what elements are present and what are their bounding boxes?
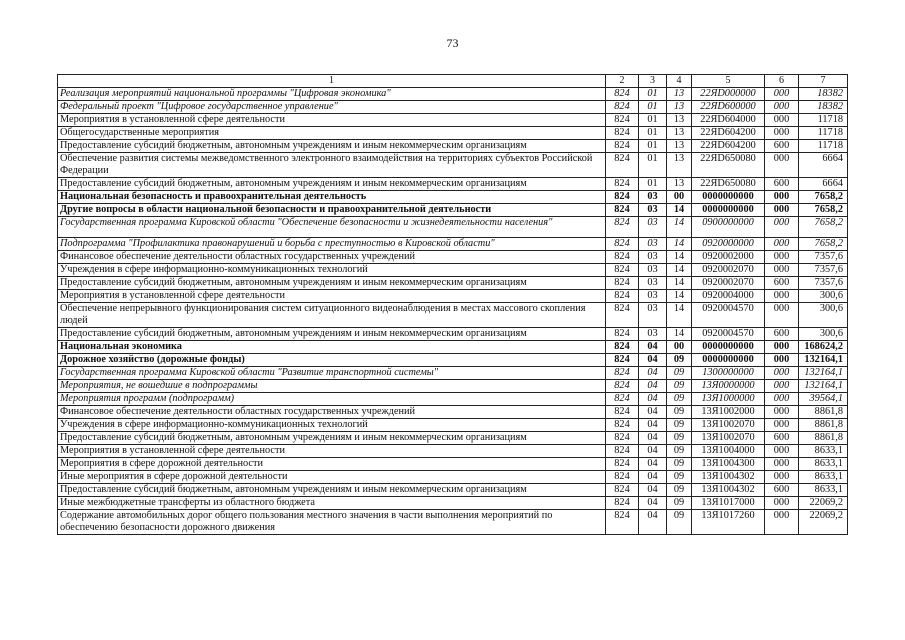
cell-ministry: 824 bbox=[606, 204, 639, 217]
cell-name: Мероприятия, не вошедшие в подпрограммы bbox=[58, 380, 606, 393]
cell-name: Государственная программа Кировской области "Развитие транспортной системы" bbox=[58, 367, 606, 380]
header-cell-expense-type: 6 bbox=[765, 75, 799, 88]
cell-target-article: 0000000000 bbox=[692, 341, 765, 354]
cell-amount: 18382 bbox=[799, 88, 848, 101]
cell-subsection: 14 bbox=[667, 238, 692, 251]
cell-subsection: 09 bbox=[667, 484, 692, 497]
cell-amount: 300,6 bbox=[799, 290, 848, 303]
cell-name: Федеральный проект "Цифровое государственное управление" bbox=[58, 101, 606, 114]
cell-amount: 7658,2 bbox=[799, 204, 848, 217]
cell-section: 04 bbox=[639, 458, 667, 471]
cell-target-article: 0000000000 bbox=[692, 191, 765, 204]
cell-name: Другие вопросы в области национальной безопасности и правоохранительной деятельности bbox=[58, 204, 606, 217]
cell-target-article: 22ЯD650080 bbox=[692, 153, 765, 178]
cell-name: Содержание автомобильных дорог общего пользования местного значения в части выполнения мероприятий по обеспечению безопасности дорожного движения bbox=[58, 510, 606, 535]
cell-ministry: 824 bbox=[606, 303, 639, 328]
cell-name: Предоставление субсидий бюджетным, автономным учреждениям и иным некоммерческим организациям bbox=[58, 328, 606, 341]
cell-target-article: 0920002070 bbox=[692, 277, 765, 290]
table-row bbox=[58, 406, 848, 419]
cell-expense-type: 000 bbox=[765, 238, 799, 251]
cell-expense-type: 600 bbox=[765, 328, 799, 341]
cell-ministry: 824 bbox=[606, 140, 639, 153]
cell-ministry: 824 bbox=[606, 178, 639, 191]
cell-target-article: 13Я1002070 bbox=[692, 419, 765, 432]
cell-expense-type: 000 bbox=[765, 367, 799, 380]
cell-ministry: 824 bbox=[606, 380, 639, 393]
cell-subsection: 13 bbox=[667, 88, 692, 101]
cell-name: Мероприятия в установленной сфере деятельности bbox=[58, 114, 606, 127]
cell-amount: 6664 bbox=[799, 178, 848, 191]
cell-name: Иные межбюджетные трансферты из областного бюджета bbox=[58, 497, 606, 510]
cell-target-article: 22ЯD604200 bbox=[692, 127, 765, 140]
cell-ministry: 824 bbox=[606, 432, 639, 445]
cell-name: Предоставление субсидий бюджетным, автономным учреждениям и иным некоммерческим организациям bbox=[58, 277, 606, 290]
table-row bbox=[58, 178, 848, 191]
cell-amount: 7658,2 bbox=[799, 238, 848, 251]
cell-expense-type: 000 bbox=[765, 497, 799, 510]
cell-name: Учреждения в сфере информационно-коммуникационных технологий bbox=[58, 264, 606, 277]
cell-section: 03 bbox=[639, 290, 667, 303]
cell-expense-type: 600 bbox=[765, 484, 799, 497]
cell-target-article: 13Я1004302 bbox=[692, 484, 765, 497]
table-row bbox=[58, 328, 848, 341]
cell-ministry: 824 bbox=[606, 114, 639, 127]
cell-target-article: 13Я1004302 bbox=[692, 471, 765, 484]
table-row bbox=[58, 354, 848, 367]
cell-name: Реализация мероприятий национальной программы "Цифровая экономика" bbox=[58, 88, 606, 101]
cell-name: Подпрограмма "Профилактика правонарушений и борьба с преступностью в Кировской области" bbox=[58, 238, 606, 251]
cell-section: 04 bbox=[639, 354, 667, 367]
cell-section: 03 bbox=[639, 264, 667, 277]
cell-expense-type: 600 bbox=[765, 277, 799, 290]
cell-target-article: 0920002070 bbox=[692, 264, 765, 277]
table-row bbox=[58, 393, 848, 406]
cell-section: 04 bbox=[639, 367, 667, 380]
cell-expense-type: 600 bbox=[765, 432, 799, 445]
cell-amount: 7357,6 bbox=[799, 277, 848, 290]
cell-name: Мероприятия в сфере дорожной деятельности bbox=[58, 458, 606, 471]
cell-section: 04 bbox=[639, 432, 667, 445]
cell-amount: 8633,1 bbox=[799, 484, 848, 497]
header-cell-target-article: 5 bbox=[692, 75, 765, 88]
cell-expense-type: 000 bbox=[765, 217, 799, 238]
cell-ministry: 824 bbox=[606, 191, 639, 204]
cell-expense-type: 000 bbox=[765, 290, 799, 303]
cell-subsection: 09 bbox=[667, 367, 692, 380]
cell-name: Финансовое обеспечение деятельности областных государственных учреждений bbox=[58, 406, 606, 419]
table-row bbox=[58, 497, 848, 510]
cell-ministry: 824 bbox=[606, 497, 639, 510]
table-row bbox=[58, 341, 848, 354]
cell-expense-type: 600 bbox=[765, 140, 799, 153]
cell-section: 03 bbox=[639, 204, 667, 217]
cell-ministry: 824 bbox=[606, 406, 639, 419]
cell-expense-type: 600 bbox=[765, 178, 799, 191]
cell-expense-type: 000 bbox=[765, 510, 799, 535]
cell-amount: 8633,1 bbox=[799, 471, 848, 484]
cell-name: Мероприятия в установленной сфере деятельности bbox=[58, 290, 606, 303]
cell-expense-type: 000 bbox=[765, 341, 799, 354]
cell-expense-type: 000 bbox=[765, 445, 799, 458]
cell-name: Мероприятия программ (подпрограмм) bbox=[58, 393, 606, 406]
cell-amount: 11718 bbox=[799, 114, 848, 127]
cell-expense-type: 000 bbox=[765, 264, 799, 277]
header-cell-section: 3 bbox=[639, 75, 667, 88]
cell-ministry: 824 bbox=[606, 251, 639, 264]
table-row bbox=[58, 458, 848, 471]
cell-ministry: 824 bbox=[606, 290, 639, 303]
cell-section: 01 bbox=[639, 114, 667, 127]
cell-subsection: 09 bbox=[667, 445, 692, 458]
cell-section: 04 bbox=[639, 406, 667, 419]
cell-section: 04 bbox=[639, 341, 667, 354]
cell-ministry: 824 bbox=[606, 367, 639, 380]
cell-ministry: 824 bbox=[606, 264, 639, 277]
cell-subsection: 09 bbox=[667, 419, 692, 432]
cell-subsection: 14 bbox=[667, 328, 692, 341]
cell-name: Иные мероприятия в сфере дорожной деятельности bbox=[58, 471, 606, 484]
cell-ministry: 824 bbox=[606, 484, 639, 497]
cell-amount: 168624,2 bbox=[799, 341, 848, 354]
table-row bbox=[58, 367, 848, 380]
cell-section: 03 bbox=[639, 238, 667, 251]
cell-amount: 7357,6 bbox=[799, 264, 848, 277]
cell-ministry: 824 bbox=[606, 88, 639, 101]
cell-section: 04 bbox=[639, 380, 667, 393]
cell-name: Дорожное хозяйство (дорожные фонды) bbox=[58, 354, 606, 367]
cell-ministry: 824 bbox=[606, 458, 639, 471]
cell-amount: 7658,2 bbox=[799, 217, 848, 238]
cell-target-article: 0920002000 bbox=[692, 251, 765, 264]
cell-amount: 8861,8 bbox=[799, 432, 848, 445]
cell-ministry: 824 bbox=[606, 101, 639, 114]
table-row bbox=[58, 432, 848, 445]
cell-name: Национальная экономика bbox=[58, 341, 606, 354]
table-row bbox=[58, 191, 848, 204]
cell-expense-type: 000 bbox=[765, 393, 799, 406]
cell-subsection: 13 bbox=[667, 153, 692, 178]
cell-section: 03 bbox=[639, 191, 667, 204]
cell-section: 03 bbox=[639, 303, 667, 328]
cell-amount: 8633,1 bbox=[799, 445, 848, 458]
cell-amount: 39564,1 bbox=[799, 393, 848, 406]
cell-name: Предоставление субсидий бюджетным, автономным учреждениям и иным некоммерческим организациям bbox=[58, 432, 606, 445]
cell-expense-type: 000 bbox=[765, 354, 799, 367]
page-number: 73 bbox=[446, 36, 459, 50]
cell-subsection: 09 bbox=[667, 406, 692, 419]
cell-section: 04 bbox=[639, 393, 667, 406]
cell-subsection: 09 bbox=[667, 471, 692, 484]
cell-section: 03 bbox=[639, 251, 667, 264]
table-row bbox=[58, 101, 848, 114]
cell-subsection: 00 bbox=[667, 191, 692, 204]
table-row bbox=[58, 114, 848, 127]
cell-expense-type: 000 bbox=[765, 153, 799, 178]
cell-subsection: 09 bbox=[667, 354, 692, 367]
cell-amount: 7658,2 bbox=[799, 191, 848, 204]
cell-amount: 11718 bbox=[799, 140, 848, 153]
table-row bbox=[58, 484, 848, 497]
cell-subsection: 13 bbox=[667, 140, 692, 153]
cell-subsection: 00 bbox=[667, 341, 692, 354]
table-row bbox=[58, 88, 848, 101]
cell-amount: 11718 bbox=[799, 127, 848, 140]
cell-amount: 132164,1 bbox=[799, 354, 848, 367]
cell-expense-type: 000 bbox=[765, 380, 799, 393]
cell-ministry: 824 bbox=[606, 127, 639, 140]
header-cell-ministry: 2 bbox=[606, 75, 639, 88]
cell-subsection: 14 bbox=[667, 290, 692, 303]
header-cell-subsection: 4 bbox=[667, 75, 692, 88]
cell-subsection: 13 bbox=[667, 101, 692, 114]
cell-name: Предоставление субсидий бюджетным, автономным учреждениям и иным некоммерческим организациям bbox=[58, 140, 606, 153]
cell-section: 01 bbox=[639, 178, 667, 191]
cell-ministry: 824 bbox=[606, 238, 639, 251]
cell-expense-type: 000 bbox=[765, 251, 799, 264]
cell-target-article: 13Я1017000 bbox=[692, 497, 765, 510]
cell-target-article: 22ЯD650080 bbox=[692, 178, 765, 191]
cell-ministry: 824 bbox=[606, 153, 639, 178]
table-row bbox=[58, 153, 848, 178]
table-row bbox=[58, 238, 848, 251]
cell-expense-type: 000 bbox=[765, 458, 799, 471]
cell-target-article: 22ЯD000000 bbox=[692, 88, 765, 101]
cell-amount: 300,6 bbox=[799, 328, 848, 341]
cell-ministry: 824 bbox=[606, 217, 639, 238]
cell-subsection: 13 bbox=[667, 178, 692, 191]
cell-amount: 300,6 bbox=[799, 303, 848, 328]
cell-ministry: 824 bbox=[606, 277, 639, 290]
cell-subsection: 13 bbox=[667, 114, 692, 127]
cell-ministry: 824 bbox=[606, 510, 639, 535]
cell-amount: 18382 bbox=[799, 101, 848, 114]
cell-ministry: 824 bbox=[606, 341, 639, 354]
cell-expense-type: 000 bbox=[765, 114, 799, 127]
cell-subsection: 09 bbox=[667, 380, 692, 393]
table-row bbox=[58, 217, 848, 238]
cell-target-article: 13Я1002070 bbox=[692, 432, 765, 445]
table-row bbox=[58, 127, 848, 140]
cell-section: 04 bbox=[639, 445, 667, 458]
cell-subsection: 14 bbox=[667, 251, 692, 264]
cell-target-article: 13Я1004300 bbox=[692, 458, 765, 471]
cell-section: 04 bbox=[639, 497, 667, 510]
cell-subsection: 14 bbox=[667, 264, 692, 277]
cell-expense-type: 000 bbox=[765, 101, 799, 114]
cell-section: 01 bbox=[639, 101, 667, 114]
cell-section: 04 bbox=[639, 471, 667, 484]
cell-amount: 22069,2 bbox=[799, 497, 848, 510]
cell-ministry: 824 bbox=[606, 354, 639, 367]
cell-name: Предоставление субсидий бюджетным, автономным учреждениям и иным некоммерческим организациям bbox=[58, 484, 606, 497]
header-cell-amount: 7 bbox=[799, 75, 848, 88]
cell-amount: 132164,1 bbox=[799, 367, 848, 380]
cell-expense-type: 000 bbox=[765, 419, 799, 432]
header-row bbox=[58, 75, 848, 88]
cell-target-article: 13Я1017260 bbox=[692, 510, 765, 535]
cell-amount: 8633,1 bbox=[799, 458, 848, 471]
header-cell-name: 1 bbox=[58, 75, 606, 88]
cell-section: 01 bbox=[639, 140, 667, 153]
cell-target-article: 1300000000 bbox=[692, 367, 765, 380]
cell-ministry: 824 bbox=[606, 471, 639, 484]
cell-section: 03 bbox=[639, 217, 667, 238]
table-body bbox=[58, 88, 848, 535]
table-row bbox=[58, 264, 848, 277]
cell-expense-type: 000 bbox=[765, 191, 799, 204]
cell-target-article: 0000000000 bbox=[692, 204, 765, 217]
table-row bbox=[58, 140, 848, 153]
cell-target-article: 13Я0000000 bbox=[692, 380, 765, 393]
cell-expense-type: 000 bbox=[765, 471, 799, 484]
cell-expense-type: 000 bbox=[765, 303, 799, 328]
cell-target-article: 0000000000 bbox=[692, 354, 765, 367]
cell-section: 04 bbox=[639, 510, 667, 535]
cell-subsection: 09 bbox=[667, 497, 692, 510]
table-row bbox=[58, 251, 848, 264]
cell-name: Учреждения в сфере информационно-коммуникационных технологий bbox=[58, 419, 606, 432]
budget-table bbox=[57, 74, 848, 535]
cell-section: 03 bbox=[639, 328, 667, 341]
cell-ministry: 824 bbox=[606, 328, 639, 341]
cell-name: Обеспечение непрерывного функционирования систем ситуационного видеонаблюдения в местах массового скопления людей bbox=[58, 303, 606, 328]
cell-subsection: 09 bbox=[667, 458, 692, 471]
cell-subsection: 14 bbox=[667, 217, 692, 238]
cell-name: Мероприятия в установленной сфере деятельности bbox=[58, 445, 606, 458]
cell-section: 04 bbox=[639, 484, 667, 497]
cell-target-article: 22ЯD604200 bbox=[692, 140, 765, 153]
table-row bbox=[58, 277, 848, 290]
table-row bbox=[58, 471, 848, 484]
cell-amount: 7357,6 bbox=[799, 251, 848, 264]
cell-subsection: 13 bbox=[667, 127, 692, 140]
cell-expense-type: 000 bbox=[765, 127, 799, 140]
cell-name: Финансовое обеспечение деятельности областных государственных учреждений bbox=[58, 251, 606, 264]
cell-target-article: 0900000000 bbox=[692, 217, 765, 238]
cell-amount: 6664 bbox=[799, 153, 848, 178]
table-row bbox=[58, 445, 848, 458]
table-row bbox=[58, 303, 848, 328]
cell-subsection: 14 bbox=[667, 303, 692, 328]
cell-target-article: 22ЯD604000 bbox=[692, 114, 765, 127]
cell-expense-type: 000 bbox=[765, 406, 799, 419]
cell-name: Общегосударственные мероприятия bbox=[58, 127, 606, 140]
cell-section: 01 bbox=[639, 153, 667, 178]
cell-name: Национальная безопасность и правоохранительная деятельность bbox=[58, 191, 606, 204]
cell-subsection: 09 bbox=[667, 432, 692, 445]
cell-subsection: 09 bbox=[667, 393, 692, 406]
cell-ministry: 824 bbox=[606, 393, 639, 406]
cell-target-article: 13Я1004000 bbox=[692, 445, 765, 458]
cell-subsection: 14 bbox=[667, 277, 692, 290]
cell-amount: 8861,8 bbox=[799, 419, 848, 432]
cell-ministry: 824 bbox=[606, 419, 639, 432]
cell-target-article: 0920004570 bbox=[692, 328, 765, 341]
cell-expense-type: 000 bbox=[765, 88, 799, 101]
cell-amount: 132164,1 bbox=[799, 380, 848, 393]
cell-target-article: 0920000000 bbox=[692, 238, 765, 251]
cell-subsection: 09 bbox=[667, 510, 692, 535]
cell-section: 04 bbox=[639, 419, 667, 432]
cell-expense-type: 000 bbox=[765, 204, 799, 217]
cell-ministry: 824 bbox=[606, 445, 639, 458]
table-row bbox=[58, 510, 848, 535]
cell-amount: 8861,8 bbox=[799, 406, 848, 419]
table-row bbox=[58, 290, 848, 303]
cell-target-article: 13Я1000000 bbox=[692, 393, 765, 406]
cell-name: Предоставление субсидий бюджетным, автономным учреждениям и иным некоммерческим организациям bbox=[58, 178, 606, 191]
table-header bbox=[58, 75, 848, 88]
cell-section: 01 bbox=[639, 88, 667, 101]
cell-section: 03 bbox=[639, 277, 667, 290]
cell-target-article: 22ЯD600000 bbox=[692, 101, 765, 114]
cell-section: 01 bbox=[639, 127, 667, 140]
cell-name: Государственная программа Кировской области "Обеспечение безопасности и жизнедеятельности населения" bbox=[58, 217, 606, 238]
cell-target-article: 0920004570 bbox=[692, 303, 765, 328]
table-row bbox=[58, 380, 848, 393]
cell-target-article: 13Я1002000 bbox=[692, 406, 765, 419]
cell-subsection: 14 bbox=[667, 204, 692, 217]
table-row bbox=[58, 419, 848, 432]
cell-amount: 22069,2 bbox=[799, 510, 848, 535]
cell-target-article: 0920004000 bbox=[692, 290, 765, 303]
table-row bbox=[58, 204, 848, 217]
cell-name: Обеспечение развития системы межведомственного электронного взаимодействия на территориях субъектов Российской Федерации bbox=[58, 153, 606, 178]
